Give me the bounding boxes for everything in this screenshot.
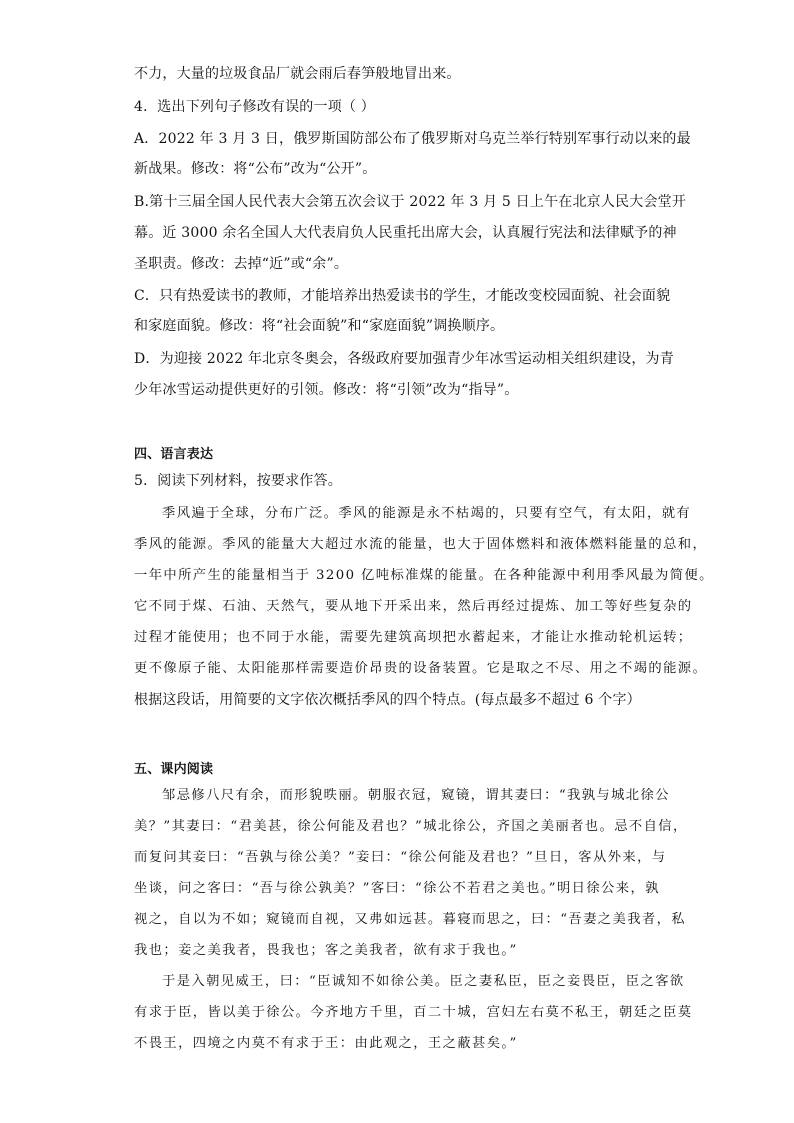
option-c-line-2: 和家庭面貌。修改：将“社会面貌”和“家庭面貌”调换顺序。 [134, 318, 505, 334]
classical-text-line: 不畏王，四境之内莫不有求于王：由此观之，王之蔽甚矣。” [134, 1036, 518, 1051]
classical-text-line: 美？”其妻曰：“君美甚，徐公何能及君也？”城北徐公，齐国之美丽者也。忌不自信， [134, 819, 688, 834]
q3-continuation: 不力，大量的垃圾食品厂就会雨后春笋般地冒出来。 [134, 66, 461, 82]
classical-text-line: 而复问其妾曰：“吾孰与徐公美？”妾曰：“徐公何能及君也？”旦日，客从外来，与 [134, 850, 667, 865]
classical-text-line: 邹忌修八尺有余，而形貌昳丽。朝服衣冠，窥镜，谓其妻曰：“我孰与城北徐公 [162, 788, 670, 803]
classical-text-line: 于是入朝见威王，曰：“臣诚知不如徐公美。臣之妻私臣，臣之妾畏臣，臣之客欲 [162, 974, 685, 989]
option-b-line-2: 幕。近 3000 余名全国人大代表肩负人民重托出席大会，认真履行宪法和法律赋予的神 [134, 225, 677, 241]
option-d-line-1: D．为迎接 2022 年北京冬奥会，各级政府要加强青少年冰雪运动相关组织建设，为青 [134, 351, 674, 367]
section-5-heading: 五、课内阅读 [134, 762, 214, 777]
question-4-stem: 4．选出下列句子修改有误的一项（ ） [134, 99, 375, 115]
question-5-stem: 5．阅读下列材料，按要求作答。 [134, 473, 342, 489]
classical-text-line: 有求于臣，皆以美于徐公。今齐地方千里，百二十城，宫妇左右莫不私王，朝廷之臣莫 [134, 1005, 693, 1020]
option-b-line-3: 圣职责。修改：去掉“近”或“余”。 [134, 256, 349, 272]
passage-line: 更不像原子能、太阳能那样需要造价昂贵的设备装置。它是取之不尽、用之不竭的能源。 [134, 661, 708, 676]
passage-line: 它不同于煤、石油、天然气，要从地下开采出来，然后再经过提炼、加工等好些复杂的 [134, 599, 693, 614]
classical-text-line: 视之，自以为不如；窥镜而自视，又弗如远甚。暮寝而思之，曰：“吾妻之美我者，私 [134, 912, 686, 927]
classical-text-line: 坐谈，问之客曰：“吾与徐公孰美？”客曰：“徐公不若君之美也。”明日徐公来，孰 [134, 881, 660, 896]
passage-line: 季风的能源。季风的能量大大超过水流的能量，也大于固体燃料和液体燃料能量的总和， [134, 537, 708, 552]
passage-line: 一年中所产生的能量相当于 3200 亿吨标准煤的能量。在各种能源中利用季风最为简便。 [134, 568, 714, 583]
classical-text-line: 我也；妾之美我者，畏我也；客之美我者，欲有求于我也。” [134, 943, 518, 958]
option-d-line-2: 少年冰雪运动提供更好的引领。修改：将“引领”改为“指导”。 [134, 382, 519, 398]
option-c-line-1: C．只有热爱读书的教师，才能培养出热爱读书的学生，才能改变校园面貌、社会面貌 [134, 288, 671, 304]
option-b-line-1: B.第十三届全国人民代表大会第五次会议于 2022 年 3 月 5 日上午在北京人民大会堂开 [134, 194, 687, 210]
passage-line: 过程才能使用；也不同于水能，需要先建筑高坝把水蓄起来，才能让水推动轮机运转； [134, 630, 693, 645]
option-a-line-1: A．2022 年 3 月 3 日，俄罗斯国防部公布了俄罗斯对乌克兰举行特别军事行动以来的最 [134, 131, 691, 147]
section-4-heading: 四、语言表达 [134, 447, 214, 462]
question-5-task: 根据这段话，用简要的文字依次概括季风的四个特点。(每点最多不超过 6 个字） [134, 692, 641, 708]
passage-line: 季风遍于全球，分布广泛。季风的能源是永不枯竭的，只要有空气，有太阳，就有 [162, 506, 692, 521]
option-a-line-2: 新战果。修改：将“公布”改为“公开”。 [134, 161, 377, 177]
